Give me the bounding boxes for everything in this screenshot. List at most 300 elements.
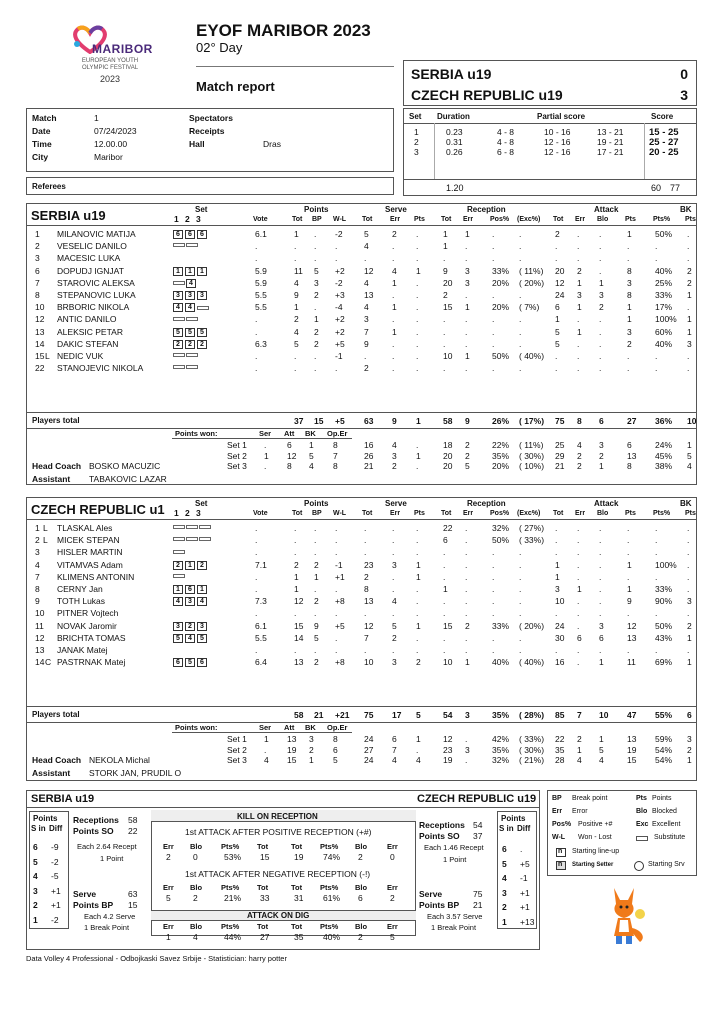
team1-stat-cell: 1 [687,290,692,300]
team1-total-cell: ( 17%) [519,416,545,426]
team2-stat-cell: . [492,559,495,570]
team2-stat-cell: 50% [492,535,510,546]
team1-coach-label: Head Coach [32,461,82,471]
team2-pw-cell: 15 [627,755,637,765]
team1-stat-cell: . [492,253,495,264]
team1-stat-cell: 1 [627,229,632,239]
team1-stat-cell: 5 [364,229,369,239]
team2-reception-group: Reception [467,499,506,508]
team1-stat-cell: 3 [627,277,632,288]
starting-srv-circle-icon [634,861,644,871]
divider [434,123,435,179]
divider [27,519,696,520]
rotation-position: 3 [173,622,183,631]
diff-header: Diff [517,824,531,833]
team2-stat-cell: -1 [335,559,343,570]
rotation-position: 1 [185,561,195,570]
team2-player-rotations [173,658,209,667]
team2-pw-cell: ( 33%) [519,734,545,744]
team1-pw-cell: 22% [492,440,510,450]
team1-stat-cell: . [416,241,419,252]
divider [172,732,352,733]
team2-pw-set: Set 1 [227,734,247,744]
team2-player-number: 4 [35,559,40,570]
substitute-swatch [636,836,648,841]
team1-col-header: W-L [333,216,347,223]
team1-pw-cell: 8 [333,440,338,450]
divider [404,179,696,180]
neg-value: 21% [224,893,242,903]
team1-stat-cell: -2 [335,277,343,288]
team1-stat-cell: . [314,229,317,239]
team2-pw-cell: 59% [655,734,673,744]
rotation-position: 6 [185,585,195,594]
team1-set-num: 2 [185,214,190,224]
team1-pw-cell: 45% [655,450,673,461]
team2-col-header: BP [312,510,322,517]
neg-header: Blo [355,883,368,892]
team1-each-srv: Each 4.2 Serve [84,912,136,921]
team1-stat-cell: 3 [465,277,470,288]
team1-pw-cell: 6 [627,440,632,450]
legend-value: Break point [572,795,608,802]
team2-stat-cell: 5 [392,620,397,631]
team2-player-number: 9 [35,596,40,607]
team2-stat-cell: . [687,523,690,533]
team2-player-name: JANAK Matej [57,645,108,655]
mascot-image [596,878,652,950]
team2-player-number: 2 [35,535,40,546]
team2-pw-cell: ( 21%) [519,755,545,765]
team2-col-header: Tot [362,510,373,517]
team1-player-number: 8 [35,290,40,300]
team2-pw-cell: 28 [555,755,565,765]
team2-stat-cell: 6 [443,535,448,546]
team1-stat-cell: . [255,326,258,337]
team1-total-cell: 6 [599,416,604,426]
team2-stat-cell: . [392,535,395,546]
team1-stat-cell: . [555,241,558,252]
team2-stat-cell: . [335,584,338,594]
team1-stat-cell: 9 [364,338,369,349]
team1-player-name: STEPANOVIC LUKA [57,290,136,300]
team1-player-number: 10 [35,302,45,313]
team2-sin: 1 [502,916,507,927]
team2-stat-cell: . [443,547,446,558]
team2-pw-cell: 2 [687,744,692,755]
team2-pbp-label: Points BP [419,900,460,910]
team1-coach: BOSKO MACUZIC [89,461,161,471]
team1-stat-cell: . [294,253,297,264]
pos-header: Pts% [320,842,339,851]
team2-stat-cell: . [335,608,338,619]
team1-pw-cell: 18 [443,440,453,450]
team1-stat-cell: 3 [627,326,632,337]
team1-sin: 6 [33,842,38,852]
team1-stat-cell: . [627,351,630,361]
team1-set-header: Set [195,205,208,214]
team1-stat-cell: 1 [627,302,632,313]
info-label: City [32,152,49,162]
team1-stat-cell: . [577,363,580,374]
empty-rotation [173,281,185,285]
team2-stat-cell: . [416,596,419,607]
team1-pw-cell: 13 [627,450,637,461]
team1-stat-cell: . [687,241,690,252]
team1-pw-cell: . [264,461,267,471]
team2-diff: . [520,844,523,854]
team1-stat-cell: 1 [577,302,582,313]
team2-pw-cell: 4 [599,755,604,765]
team1-stat-cell: 10 [443,351,453,361]
rotation-position: 5 [197,328,207,337]
team1-pw-cell: 26 [364,450,374,461]
team2-col-header: Pts [685,510,696,517]
team2-total-cell: 5 [416,710,421,720]
team2-stat-cell: +5 [335,620,345,631]
team2-player-name: PITNER Vojtech [57,608,119,619]
team2-col-header: Err [463,510,474,517]
team2-player-number: 7 [35,571,40,582]
team2-stat-cell: 16 [555,657,565,668]
team2-stat-cell: . [416,608,419,619]
divider [644,123,645,179]
team2-stat-cell: . [465,608,468,619]
team1-pw-header: BK [305,429,316,438]
team2-stat-cell: 2 [687,620,692,631]
divider [27,706,696,707]
rotation-position: 3 [185,597,195,606]
team2-pw-cell: 6 [392,734,397,744]
team2-stat-cell: . [492,632,495,643]
rotation-position: 5 [173,634,183,643]
team1-stat-cell: . [416,314,419,325]
team2-stat-cell: . [599,608,602,619]
set-partial3: 13 - 21 [597,127,624,137]
team1-stat-cell: . [599,314,602,325]
team2-total-cell: 21 [314,710,324,720]
team1-stat-cell: -2 [335,229,343,239]
team2-one-point: 1 Point [443,855,467,864]
dig-header: Blo [355,922,368,931]
team2-diff: -1 [520,873,528,883]
team1-stat-cell: . [255,363,258,374]
team1-stat-cell: 4 [294,277,299,288]
team2-pw-cell: . [264,744,267,755]
team1-stat-cell: 4 [364,277,369,288]
divider [27,225,696,226]
team2-pw-cell: ( 30%) [519,744,545,755]
team2-pw-cell: . [465,755,468,765]
team2-receptions-label: Receptions [419,820,465,830]
team2-player-number: 10 [35,608,45,619]
team2-pw-cell: 19 [627,744,637,755]
bottom-team2-name: CZECH REPUBLIC u19 [417,793,537,805]
team2-stat-cell: . [255,584,258,594]
dig-header: Err [387,922,398,931]
team1-player-name: ALEKSIC PETAR [57,326,123,337]
team2-pw-cell: 24 [364,755,374,765]
legend-key: n [558,861,563,868]
team1-stat-cell: . [655,253,658,264]
team2-col-header: Tot [553,510,564,517]
team1-points-group: Points [304,205,329,214]
team2-stat-cell: . [364,523,367,533]
team1-pw-cell: 5 [687,450,692,461]
team1-pw-cell: 1 [599,461,604,471]
team2-stat-cell: 1 [599,657,604,668]
empty-rotation [173,574,185,578]
team1-pw-cell: 35% [492,450,510,461]
team2-total-cell: 85 [555,710,565,720]
team1-stat-cell: . [599,229,602,239]
team2-stat-cell: 50% [655,620,673,631]
team1-sin: 5 [33,856,38,867]
team2-player-name: BRICHTA TOMAS [57,632,126,643]
team2-stat-cell: 69% [655,657,673,668]
team2-set-num: 2 [185,508,190,518]
team1-stat-cell: 4 [392,265,397,276]
team1-pw-cell: 8 [627,461,632,471]
team1-stat-cell: -1 [335,351,343,361]
team2-stat-cell: . [627,547,630,558]
team2-stat-cell: . [465,596,468,607]
team2-stat-cell: 13 [294,657,304,668]
team2-stat-cell: . [335,523,338,533]
rotation-position: 6 [185,230,195,239]
team2-stat-cell: 1 [294,584,299,594]
team2-stat-cell: 12 [627,620,637,631]
team1-pw-set: Set 2 [227,450,247,461]
team1-points-won-label: Points won: [175,429,218,438]
team1-pw-cell: 25 [555,440,565,450]
team2-stat-cell: . [392,571,395,582]
team2-stat-cell: . [294,608,297,619]
team2-player-rotations [173,597,209,606]
team2-stat-cell: . [492,584,495,594]
legend-value: Blocked [652,808,677,815]
team1-pbp: 15 [128,900,138,910]
team2-pso-label: Points SO [419,831,460,841]
team1-player-rotations [173,242,199,249]
team2-stat-cell: . [443,571,446,582]
team1-stat-cell: . [492,229,495,239]
team1-pw-cell: 2 [465,450,470,461]
team1-stat-cell: +5 [335,338,345,349]
team1-stat-cell: . [577,241,580,252]
hall-value: Dras [263,139,281,149]
team1-stat-cell: 12 [364,265,374,276]
team1-pw-header: Ser [259,429,272,438]
team1-stat-cell: . [416,351,419,361]
team1-stat-cell: 1 [465,302,470,313]
team2-table [26,497,697,781]
set-partial2: 12 - 16 [544,137,571,147]
team2-stat-cell: . [335,547,338,558]
set-partial1: 6 - 8 [497,147,515,157]
total-points-a: 60 [651,183,662,193]
team2-pso: 37 [473,831,483,841]
team1-serve-label: Serve [73,889,97,899]
team1-pw-cell: 24% [655,440,673,450]
team1-stat-cell: 40% [655,265,673,276]
empty-rotation [186,525,198,529]
team1-stat-cell: . [519,253,522,264]
team1-pw-cell: . [416,461,419,471]
pos-value: 0 [390,852,395,862]
rotation-position: 6 [197,230,207,239]
team2-stat-cell: . [599,547,602,558]
rotation-position: 3 [197,291,207,300]
team1-total-cell: 10 [687,416,697,426]
team1-total-cell: 36% [655,416,673,426]
team2-stat-cell: . [519,584,522,594]
team2-stat-cell: 30 [555,632,565,643]
empty-rotation [173,525,185,529]
neg-value: 31 [294,893,304,903]
team2-stat-cell: 4 [392,596,397,607]
rotation-position: 2 [173,340,183,349]
team1-stat-cell: . [577,338,580,349]
rotation-position: 2 [185,622,195,631]
team1-stat-cell: . [599,363,602,374]
team2-receptions: 54 [473,820,483,830]
team1-stat-cell: 8 [627,265,632,276]
team2-player-number: 8 [35,584,40,594]
team1-stat-cell: 5 [294,338,299,349]
dig-title: ATTACK ON DIG [247,911,310,920]
team2-col-header: Pts% [653,510,671,517]
empty-rotation [173,537,185,541]
team1-stat-cell: 3 [465,265,470,276]
team2-stat-cell: . [687,608,690,619]
team1-col-header: (Exc%) [517,216,541,223]
team1-player-name: STANOJEVIC NIKOLA [57,363,144,374]
team2-stat-cell: . [492,571,495,582]
dig-value: 4 [193,932,198,942]
team1-stat-cell: . [443,338,446,349]
team1-one-point: 1 Point [100,854,124,863]
team1-table [26,203,697,485]
team2-pw-cell: 1 [264,734,269,744]
team2-total-cell: 3 [465,710,470,720]
team2-stat-cell: 3 [599,620,604,631]
team2-serve-group: Serve [385,499,407,508]
rotation-position: 2 [185,340,195,349]
team1-stat-cell: . [655,363,658,374]
points-header: Points [501,814,526,823]
team2-stat-cell: 1 [555,559,560,570]
dig-value: 5 [390,932,395,942]
team2-stat-cell: . [314,584,317,594]
team1-diff: -2 [51,856,59,867]
team2-assistant: STORK JAN, PRUDIL O [89,768,182,778]
team1-pw-cell: ( 10%) [519,461,545,471]
team1-stat-cell: 2 [443,290,448,300]
team1-stat-cell: . [492,326,495,337]
set-partial3: 17 - 21 [597,147,624,157]
team1-player-number: 13 [35,326,45,337]
team1-pw-set: Set 3 [227,461,247,471]
team1-total-cell: 63 [364,416,374,426]
legend-value: Excellent [652,821,681,828]
team1-stat-cell: 2 [687,265,692,276]
team1-pw-cell: 6 [287,440,292,450]
team2-serve-label: Serve [419,889,443,899]
team1-stat-cell: 1 [443,229,448,239]
team1-stat-cell: 50% [655,229,673,239]
team2-stat-cell: 33% [655,584,673,594]
team1-player-number: 14 [35,338,45,349]
team2-stat-cell: . [599,584,602,594]
team2-stat-cell: 1 [465,657,470,668]
team2-player-rotations [173,548,186,555]
team1-stat-cell: . [687,229,690,239]
team1-stat-cell: . [687,363,690,374]
team2-pw-set: Set 3 [227,755,247,765]
team1-player-rotations [173,267,209,276]
team1-col-header: Err [390,216,401,223]
team2-stat-cell: . [294,645,297,655]
team1-stat-cell: 15 [443,302,453,313]
team2-stat-cell: . [577,620,580,631]
team2-stat-cell: . [294,535,297,546]
neg-header: Tot [291,883,303,892]
team2-pw-cell: 1 [687,755,692,765]
set-partial1: 4 - 8 [497,137,515,147]
team2-stat-cell: 23 [364,559,374,570]
team1-stat-cell: 33% [655,290,673,300]
team1-player-name: DAKIC STEFAN [57,338,119,349]
team1-stat-cell: 2 [314,290,319,300]
pos-header: Err [163,842,174,851]
team2-stat-cell: 10 [555,596,565,607]
team2-stat-cell: . [655,645,658,655]
team2-stat-cell: 1 [443,584,448,594]
team1-stat-cell: 1 [599,277,604,288]
team2-stat-cell: 1 [416,559,421,570]
team2-stat-cell: 2 [465,620,470,631]
team2-stat-cell: . [416,584,419,594]
team1-stat-cell: 5.5 [255,302,267,313]
team1-pw-cell: 4 [392,440,397,450]
set-num: 1 [414,127,419,137]
legend-key: n [558,848,563,855]
team2-stat-cell: . [519,645,522,655]
team2-stat-cell: 2 [364,571,369,582]
team1-pw-cell: 20 [443,461,453,471]
team1-stat-cell: . [314,363,317,374]
team1-player-number: 1 [35,229,40,239]
team2-stat-cell: . [392,645,395,655]
team1-col-header: Tot [292,216,303,223]
team1-total-cell: 27 [627,416,637,426]
team2-stat-cell: . [599,645,602,655]
team1-stat-cell: 1 [294,229,299,239]
team2-pw-cell: 54% [655,755,673,765]
rotation-position: 3 [185,291,195,300]
set-num: 3 [414,147,419,157]
team2-stat-cell: 15 [294,620,304,631]
team1-total-cell: 9 [465,416,470,426]
team1-sin: 1 [33,914,38,925]
team2-stat-cell: 5.5 [255,632,267,643]
info-value: Maribor [94,152,123,162]
team2-stat-cell: . [255,547,258,558]
neg-header: Blo [190,883,203,892]
team1-stat-cell: 12 [555,277,565,288]
team2-total-cell: +21 [335,710,350,720]
